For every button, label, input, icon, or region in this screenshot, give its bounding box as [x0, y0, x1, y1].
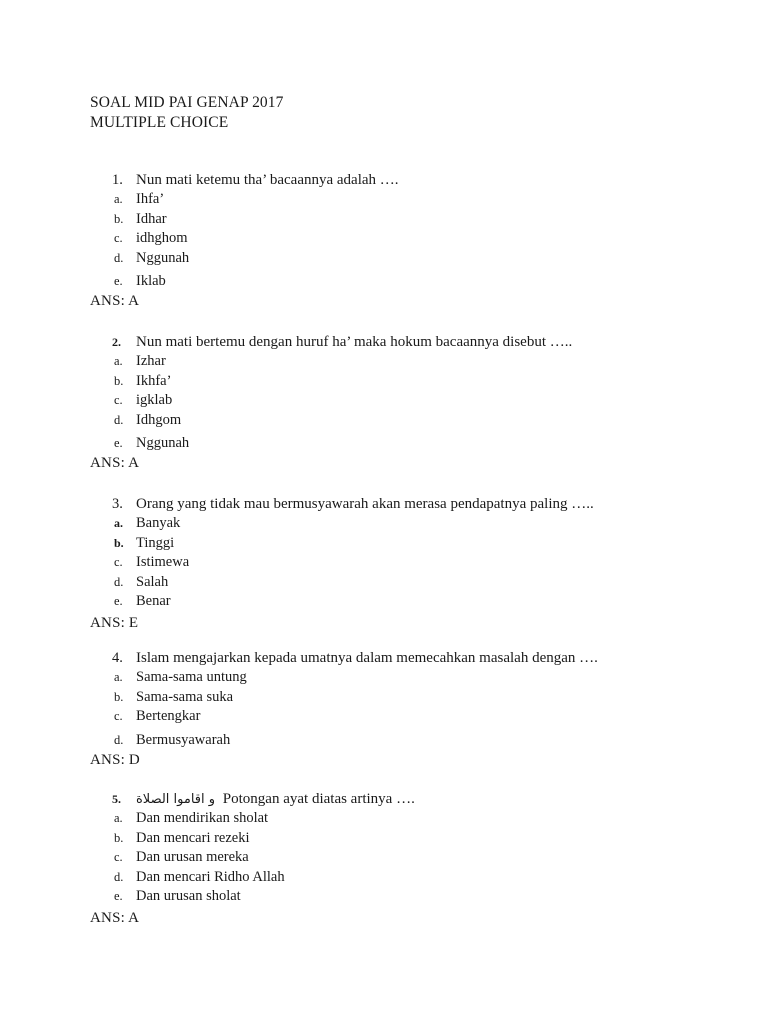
option-d — [90, 868, 710, 888]
option-text: Dan urusan mereka — [136, 849, 249, 865]
option-c — [90, 707, 710, 727]
option-letter: c. — [114, 709, 123, 723]
document-subtitle: MULTIPLE CHOICE — [90, 114, 229, 131]
answer-key: ANS: D — [90, 751, 140, 768]
option-b — [90, 534, 710, 554]
option-b — [90, 210, 710, 230]
question-number: 1. — [112, 172, 123, 188]
option-letter: a. — [114, 516, 123, 530]
option-letter: b. — [114, 689, 124, 704]
option-d — [90, 727, 710, 749]
question-text-wrapper — [136, 789, 415, 810]
question-stem — [90, 170, 710, 190]
option-c — [90, 553, 710, 573]
option-letter: c. — [114, 850, 123, 864]
option-text: Bermusyawarah — [136, 731, 231, 748]
option-text: Tinggi — [136, 534, 175, 551]
question-2 — [90, 332, 710, 474]
option-letter: a. — [114, 670, 123, 684]
option-text: Dan mencari Ridho Allah — [136, 868, 285, 885]
option-text: Istimewa — [136, 554, 190, 570]
option-letter: b. — [114, 211, 124, 226]
option-text: Nggunah — [136, 249, 190, 266]
option-letter: d. — [114, 250, 124, 265]
option-letter: a. — [114, 811, 123, 825]
question-text: Potongan ayat diatas artinya …. — [222, 791, 415, 807]
question-3 — [90, 494, 710, 634]
option-text: Izhar — [136, 353, 166, 369]
option-a — [90, 190, 710, 210]
option-e — [90, 268, 710, 290]
question-number: 5. — [112, 792, 121, 806]
question-stem — [90, 332, 710, 352]
question-stem — [90, 789, 710, 809]
option-b — [90, 372, 710, 392]
question-4 — [90, 648, 710, 771]
option-text: Benar — [136, 593, 171, 609]
option-text: Dan urusan sholat — [136, 888, 241, 904]
option-d — [90, 411, 710, 431]
option-c — [90, 391, 710, 411]
option-text: Idhgom — [136, 411, 182, 428]
option-text: Ihfa’ — [136, 191, 165, 207]
option-text: Sama-sama untung — [136, 669, 247, 685]
option-text: idhghom — [136, 230, 188, 246]
option-text: Idhar — [136, 210, 167, 227]
option-letter: c. — [114, 555, 123, 569]
question-5 — [90, 789, 710, 929]
question-number: 4. — [112, 650, 123, 666]
option-letter: e. — [114, 436, 123, 450]
option-text: Ikhfa’ — [136, 372, 172, 389]
option-b — [90, 829, 710, 849]
question-number: 2. — [112, 335, 121, 349]
option-letter: a. — [114, 192, 123, 206]
question-text: Nun mati ketemu tha’ bacaannya adalah …. — [136, 172, 399, 188]
question-number: 3. — [112, 496, 123, 512]
option-text: Nggunah — [136, 435, 190, 451]
option-letter: a. — [114, 354, 123, 368]
question-1 — [90, 170, 710, 312]
option-c — [90, 229, 710, 249]
option-letter: e. — [114, 889, 123, 903]
question-stem — [90, 648, 710, 668]
option-d — [90, 573, 710, 593]
option-text: Iklab — [136, 273, 166, 289]
option-d — [90, 249, 710, 269]
option-text: Salah — [136, 573, 169, 590]
option-letter: b. — [114, 373, 124, 388]
option-e — [90, 592, 710, 612]
option-text: Sama-sama suka — [136, 688, 234, 705]
question-stem — [90, 494, 710, 514]
option-letter: b. — [114, 830, 124, 845]
option-a — [90, 668, 710, 688]
option-a — [90, 514, 710, 534]
option-letter: e. — [114, 594, 123, 608]
option-text: Bertengkar — [136, 708, 201, 724]
answer-key: ANS: E — [90, 614, 139, 631]
document-title: SOAL MID PAI GENAP 2017 — [90, 94, 284, 111]
option-letter: d. — [114, 574, 124, 589]
option-c — [90, 848, 710, 868]
option-letter: d. — [114, 412, 124, 427]
question-text: Islam mengajarkan kepada umatnya dalam memecahkan masalah dengan …. — [136, 650, 598, 666]
option-letter: b. — [114, 535, 124, 550]
option-a — [90, 809, 710, 829]
option-b — [90, 688, 710, 708]
arabic-verse: و اقاموا الصلاة — [136, 792, 216, 807]
question-text: Nun mati bertemu dengan huruf ha’ maka hokum bacaannya disebut ….. — [136, 334, 573, 350]
option-e — [90, 430, 710, 452]
answer-key: ANS: A — [90, 293, 140, 309]
question-text: Orang yang tidak mau bermusyawarah akan merasa pendapatnya paling ….. — [136, 496, 594, 512]
option-text: Banyak — [136, 515, 181, 531]
option-letter: e. — [114, 274, 123, 288]
option-letter: d. — [114, 869, 124, 884]
option-letter: d. — [114, 732, 124, 747]
option-text: igklab — [136, 392, 173, 408]
option-letter: c. — [114, 231, 123, 245]
option-text: Dan mendirikan sholat — [136, 810, 269, 826]
answer-key: ANS: A — [90, 455, 140, 471]
answer-key: ANS: A — [90, 909, 140, 926]
document-header — [90, 93, 283, 133]
option-e — [90, 887, 710, 907]
option-text: Dan mencari rezeki — [136, 829, 250, 846]
option-a — [90, 352, 710, 372]
option-letter: c. — [114, 393, 123, 407]
